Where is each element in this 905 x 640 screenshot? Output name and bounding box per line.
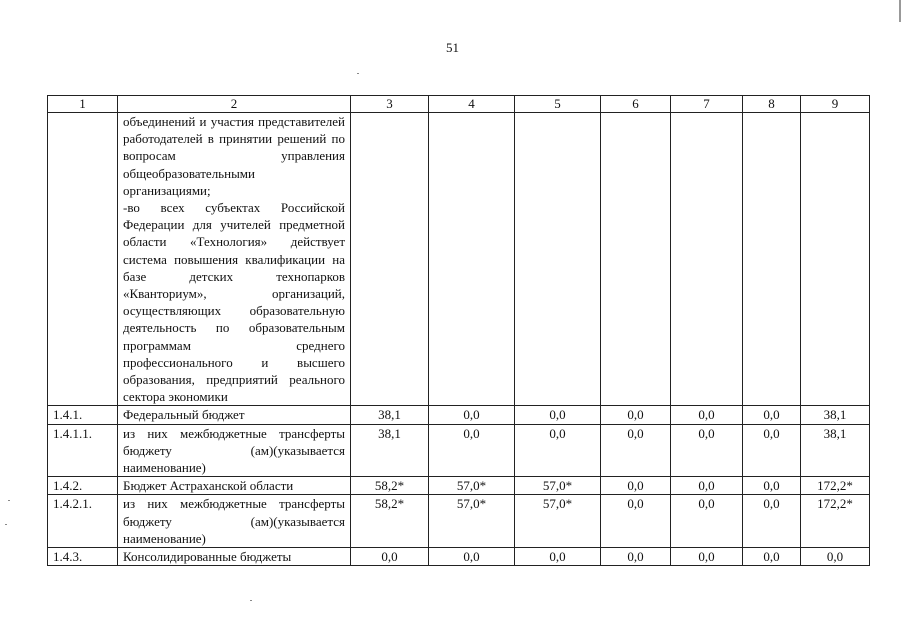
column-number: 1 xyxy=(48,96,118,113)
value-cell: 0,0 xyxy=(671,548,743,566)
column-number: 4 xyxy=(429,96,515,113)
value-cell: 58,2* xyxy=(351,495,429,548)
column-number: 6 xyxy=(601,96,671,113)
column-number: 2 xyxy=(118,96,351,113)
scan-speck xyxy=(357,73,359,74)
value-cell: 38,1 xyxy=(801,424,870,477)
column-number: 9 xyxy=(801,96,870,113)
column-number: 7 xyxy=(671,96,743,113)
row-code: 1.4.3. xyxy=(48,548,118,566)
scan-speck xyxy=(8,500,10,501)
table-row xyxy=(48,406,870,424)
value-cell: 172,2* xyxy=(801,495,870,548)
scan-speck xyxy=(5,524,7,525)
value-cell: 58,2* xyxy=(351,477,429,495)
budget-table xyxy=(47,95,870,566)
table-row xyxy=(48,477,870,495)
table-row xyxy=(48,548,870,566)
value-cell: 0,0 xyxy=(671,406,743,424)
table-row xyxy=(48,495,870,548)
continuation-row xyxy=(48,113,870,406)
value-cell: 0,0 xyxy=(743,495,801,548)
value-cell: 0,0 xyxy=(515,424,601,477)
value-cell: 57,0* xyxy=(515,495,601,548)
continuation-paragraph: -во всех субъектах Российской Федерации для учителей предметной области «Технология» действует система повышения квалификации на базе детских технопарков «Кванториум», организаций, осуществляющих образовательную деятельность по образовательным программам среднего профессионального и высшего образования, предприятий реального сектора экономики xyxy=(123,200,345,405)
column-number: 3 xyxy=(351,96,429,113)
value-cell: 38,1 xyxy=(351,406,429,424)
table-row xyxy=(48,424,870,477)
column-number: 5 xyxy=(515,96,601,113)
column-number-row xyxy=(48,96,870,113)
scan-speck xyxy=(250,600,252,601)
row-name: Бюджет Астраханской области xyxy=(118,477,351,495)
value-cell: 0,0 xyxy=(671,495,743,548)
row-code: 1.4.1.1. xyxy=(48,424,118,477)
value-cell: 0,0 xyxy=(743,477,801,495)
value-cell: 38,1 xyxy=(351,424,429,477)
value-cell: 0,0 xyxy=(515,548,601,566)
value-cell: 0,0 xyxy=(429,548,515,566)
value-cell: 0,0 xyxy=(801,548,870,566)
value-cell: 38,1 xyxy=(801,406,870,424)
value-cell: 0,0 xyxy=(601,424,671,477)
value-cell: 172,2* xyxy=(801,477,870,495)
value-cell: 0,0 xyxy=(429,406,515,424)
row-code: 1.4.1. xyxy=(48,406,118,424)
value-cell: 0,0 xyxy=(601,406,671,424)
continuation-cell xyxy=(118,113,351,406)
value-cell: 0,0 xyxy=(743,406,801,424)
value-cell: 57,0* xyxy=(429,477,515,495)
value-cell: 0,0 xyxy=(601,548,671,566)
value-cell: 0,0 xyxy=(601,477,671,495)
scan-edge-mark xyxy=(899,0,901,22)
row-name: Федеральный бюджет xyxy=(118,406,351,424)
continuation-paragraph: объединений и участия представителей работодателей в принятии решений по вопросам управления общеобразовательными организациями; xyxy=(123,114,345,198)
value-cell: 57,0* xyxy=(515,477,601,495)
value-cell: 0,0 xyxy=(671,477,743,495)
row-name: из них межбюджетные трансферты бюджету (ам)(указывается наименование) xyxy=(118,424,351,477)
value-cell: 0,0 xyxy=(671,424,743,477)
value-cell: 0,0 xyxy=(601,495,671,548)
value-cell: 0,0 xyxy=(743,548,801,566)
value-cell: 57,0* xyxy=(429,495,515,548)
value-cell: 0,0 xyxy=(351,548,429,566)
page-number: 51 xyxy=(446,40,459,55)
row-name: Консолидированные бюджеты xyxy=(118,548,351,566)
row-code: 1.4.2.1. xyxy=(48,495,118,548)
row-code: 1.4.2. xyxy=(48,477,118,495)
value-cell: 0,0 xyxy=(515,406,601,424)
value-cell: 0,0 xyxy=(429,424,515,477)
column-number: 8 xyxy=(743,96,801,113)
value-cell: 0,0 xyxy=(743,424,801,477)
row-name: из них межбюджетные трансферты бюджету (ам)(указывается наименование) xyxy=(118,495,351,548)
